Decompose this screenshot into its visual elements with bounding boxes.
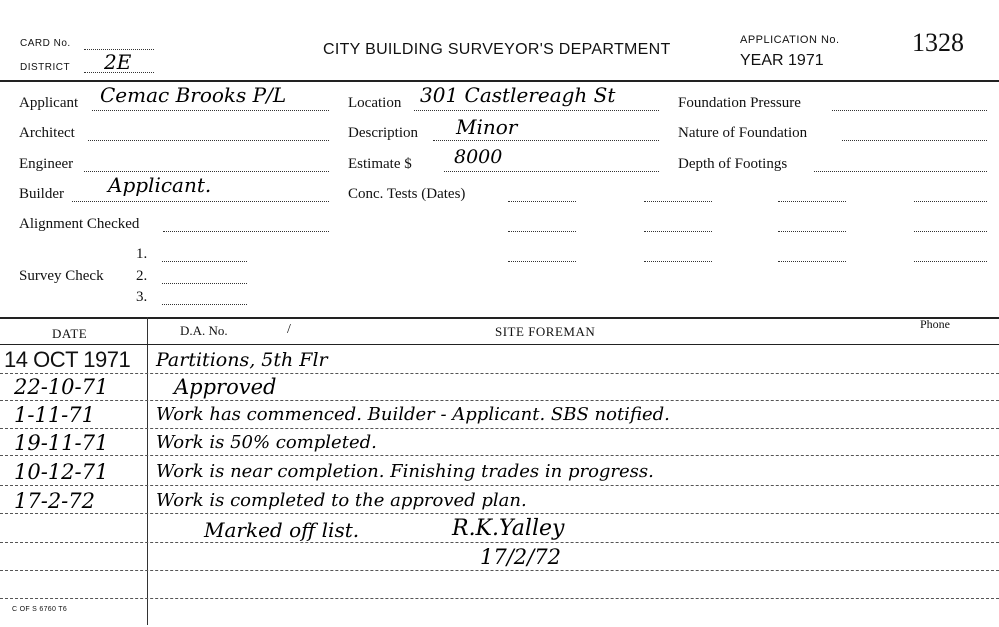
builder-label: Builder [19,186,64,202]
log-row-line [0,373,999,374]
date-column-divider [147,317,148,625]
depth-footings-line [814,171,987,172]
log-row-line [0,455,999,456]
marked-off-note: Marked off list. [204,518,360,542]
date-header: DATE [52,326,88,341]
engineer-line [84,171,329,172]
estimate-label: Estimate $ [348,156,412,172]
estimate-line [444,171,659,172]
site-foreman-header: SITE FOREMAN [495,324,596,339]
builder-value: Applicant. [108,173,212,197]
log-entry-text: Partitions, 5th Flr [156,349,328,371]
builder-line [72,201,329,202]
log-date: 17-2-72 [14,489,95,513]
da-header: D.A. No. [180,323,228,338]
foundation-pressure-line [832,110,987,111]
location-value: 301 Castlereagh St [420,83,616,107]
log-header-divider [0,344,999,345]
district-label: DISTRICT [20,62,71,73]
log-row-line [0,542,999,543]
foundation-pressure-label: Foundation Pressure [678,95,801,111]
log-date: 22-10-71 [14,375,109,399]
log-entry-text: Work is near completion. Finishing trades in progress. [156,461,654,482]
applicant-line [92,110,329,111]
conc-test-blank [644,261,712,262]
conc-test-blank [508,201,576,202]
log-date: 14 OCT 1971 [4,347,131,372]
header-divider [0,80,999,82]
description-line [433,140,659,141]
description-label: Description [348,125,418,141]
alignment-label: Alignment Checked [19,216,140,232]
log-date: 19-11-71 [14,431,109,455]
signature-date: 17/2/72 [480,545,561,569]
log-row-line [0,570,999,571]
conc-test-blank [508,231,576,232]
applicant-value: Cemac Brooks P/L [100,83,287,107]
da-slash: / [287,322,291,337]
department-title: CITY BUILDING SURVEYOR'S DEPARTMENT [323,41,671,58]
phone-header: Phone [920,317,950,331]
conc-test-blank [778,231,846,232]
conc-test-blank [914,261,987,262]
application-number: 1328 [912,28,964,57]
card-no-label: CARD No. [20,38,71,49]
conc-test-blank [778,201,846,202]
conc-test-blank [914,201,987,202]
survey-line-2 [162,283,247,284]
survey-number-1: 1. [136,246,148,262]
survey-check-label: Survey Check [19,268,104,284]
log-entry-text: Work has commenced. Builder - Applicant. SBS notified. [156,404,670,425]
log-row-line [0,513,999,514]
form-code: C OF S 6760 T6 [12,606,68,613]
log-row-line [0,485,999,486]
engineer-label: Engineer [19,156,74,172]
year-label: YEAR 1971 [740,52,824,69]
location-line [414,110,659,111]
applicant-label: Applicant [19,95,79,111]
nature-foundation-label: Nature of Foundation [678,125,808,141]
conc-test-blank [644,201,712,202]
survey-line-1 [162,261,247,262]
log-entry-text: Work is 50% completed. [156,432,377,453]
district-value: 2E [104,50,132,74]
log-entry-text: Approved [174,375,277,399]
survey-line-3 [162,304,247,305]
conc-test-blank [508,261,576,262]
nature-foundation-line [842,140,987,141]
depth-footings-label: Depth of Footings [678,156,788,172]
log-date: 10-12-71 [14,460,109,484]
conc-test-blank [914,231,987,232]
estimate-value: 8000 [454,146,503,168]
architect-label: Architect [19,125,75,141]
application-label: APPLICATION No. [740,34,840,46]
survey-number-3: 3. [136,289,148,305]
log-row-line [0,428,999,429]
conc-tests-label: Conc. Tests (Dates) [348,186,466,202]
log-row-line [0,400,999,401]
log-entry-text: Work is completed to the approved plan. [156,490,527,511]
alignment-line [163,231,329,232]
log-row-line [0,598,999,599]
architect-line [88,140,329,141]
survey-number-2: 2. [136,268,148,284]
conc-test-blank [778,261,846,262]
signature: R.K.Yalley [452,516,565,541]
log-date: 1-11-71 [14,403,95,427]
location-label: Location [348,95,402,111]
conc-test-blank [644,231,712,232]
log-top-border [0,317,999,319]
description-value: Minor [456,115,518,139]
